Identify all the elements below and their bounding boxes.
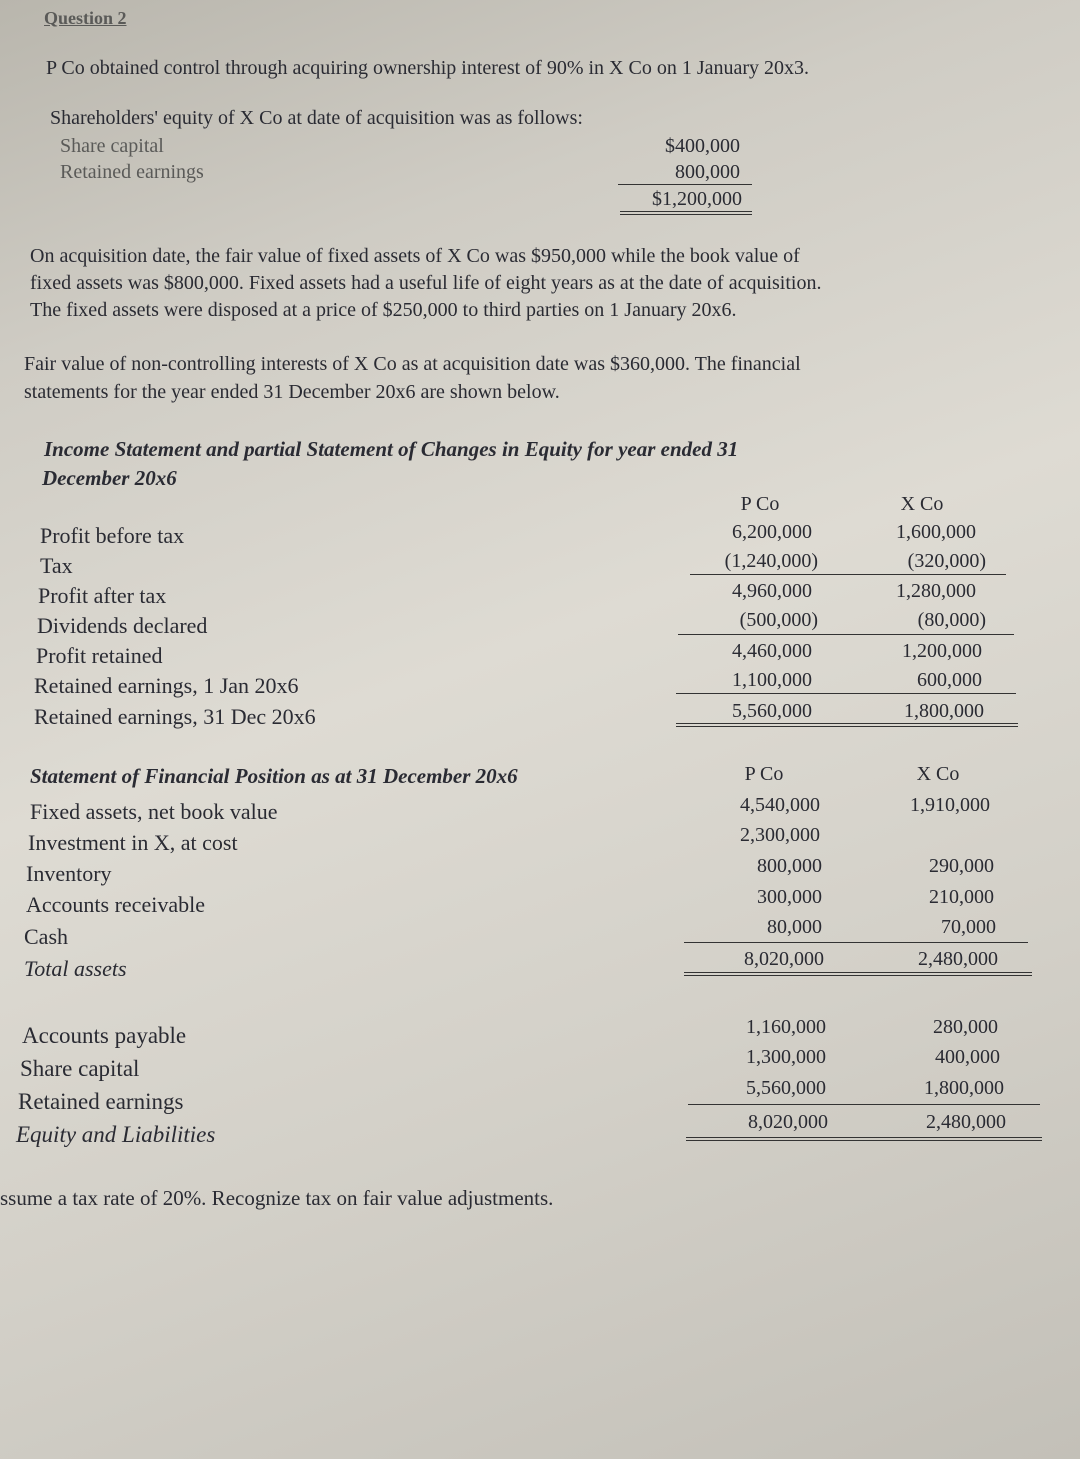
equity-label-share-capital: Share capital (60, 135, 164, 157)
income-col-x-header: X Co (900, 493, 944, 515)
paragraph-2-line-1: Fair value of non-controlling interests of X Co as at acquisition date was $360,000. The financial (24, 353, 801, 375)
income-x-row-3: 1,280,000 (896, 580, 976, 602)
fp-label-retained-earnings: Retained earnings (18, 1089, 184, 1114)
fp-x-accounts-payable: 280,000 (933, 1016, 998, 1038)
income-label-profit-before-tax: Profit before tax (40, 523, 185, 548)
income-p-row-7: 5,560,000 (732, 700, 812, 722)
fp-label-accounts-payable: Accounts payable (22, 1023, 187, 1048)
fp-col-x-header: X Co (916, 763, 960, 785)
fp-label-investment: Investment in X, at cost (28, 830, 238, 855)
income-label-dividends: Dividends declared (37, 613, 208, 638)
fp-label-fixed-assets: Fixed assets, net book value (30, 799, 278, 824)
footer-note: ssume a tax rate of 20%. Recognize tax on fair value adjustments. (0, 1186, 554, 1210)
paragraph-1-line-2: fixed assets was $800,000. Fixed assets had a useful life of eight years as at the date of acquisition. (30, 272, 822, 294)
intro-line: P Co obtained control through acquiring ownership interest of 90% in X Co on 1 January 20x3. (46, 57, 810, 79)
fp-label-receivables: Accounts receivable (26, 892, 205, 917)
equity-value-share-capital: $400,000 (665, 135, 740, 157)
income-p-row-5: 4,460,000 (732, 640, 812, 662)
income-p-row-1: 6,200,000 (732, 521, 812, 543)
income-p-row-3: 4,960,000 (732, 580, 812, 602)
question-title: Question 2 (44, 8, 127, 28)
income-col-p-header: P Co (740, 493, 780, 515)
income-x-row-2: (320,000) (907, 550, 986, 572)
fp-p-total-assets: 8,020,000 (744, 948, 824, 970)
equity-value-retained-earnings: 800,000 (675, 161, 740, 183)
income-rule-3 (676, 693, 1016, 694)
income-x-row-4: (80,000) (917, 609, 986, 631)
fp-p-cash: 80,000 (767, 916, 822, 938)
income-x-row-5: 1,200,000 (902, 640, 982, 662)
fp-x-fixed-assets: 1,910,000 (910, 794, 990, 816)
fp-x-cash: 70,000 (941, 916, 996, 938)
income-p-row-2: (1,240,000) (724, 550, 818, 572)
income-x-row-6: 600,000 (917, 669, 982, 691)
fp-x-equity-liabilities: 2,480,000 (926, 1111, 1006, 1133)
income-x-row-1: 1,600,000 (896, 521, 976, 543)
income-label-profit-retained: Profit retained (36, 643, 163, 668)
income-rule-total (676, 723, 1018, 727)
fp-x-retained-earnings: 1,800,000 (924, 1077, 1004, 1099)
fp-label-total-assets: Total assets (24, 956, 127, 981)
income-p-row-6: 1,100,000 (732, 669, 812, 691)
fp-assets-rule (684, 942, 1028, 943)
fp-liabilities-total-rule (686, 1137, 1042, 1141)
income-label-profit-after-tax: Profit after tax (38, 583, 167, 608)
equity-total: $1,200,000 (652, 188, 742, 210)
fp-label-inventory: Inventory (26, 861, 112, 886)
fp-label-equity-liabilities: Equity and Liabilities (16, 1122, 216, 1147)
fp-p-receivables: 300,000 (757, 886, 822, 908)
income-statement-title-line-2: December 20x6 (42, 466, 177, 490)
income-rule-2 (678, 634, 1014, 635)
equity-total-double-line (620, 211, 752, 215)
income-label-tax: Tax (40, 553, 73, 578)
fp-assets-total-rule (684, 972, 1032, 976)
income-statement-title-line-1: Income Statement and partial Statement of Changes in Equity for year ended 31 (44, 437, 739, 461)
income-rule-1 (690, 574, 1006, 575)
fp-x-inventory: 290,000 (929, 855, 994, 877)
paragraph-2-line-2: statements for the year ended 31 December 20x6 are shown below. (24, 381, 560, 403)
paragraph-1-line-3: The fixed assets were disposed at a price of $250,000 to third parties on 1 January 20x6. (30, 299, 737, 321)
fp-p-retained-earnings: 5,560,000 (746, 1077, 826, 1099)
fp-liabilities-rule (688, 1104, 1040, 1105)
fp-p-investment: 2,300,000 (740, 824, 820, 846)
fp-p-inventory: 800,000 (757, 855, 822, 877)
paragraph-1-line-1: On acquisition date, the fair value of fixed assets of X Co was $950,000 while the book value of (30, 245, 800, 267)
fp-x-share-capital: 400,000 (935, 1046, 1000, 1068)
financial-position-title: Statement of Financial Position as at 31 December 20x6 (30, 764, 518, 788)
fp-p-share-capital: 1,300,000 (746, 1046, 826, 1068)
income-x-row-7: 1,800,000 (904, 700, 984, 722)
fp-col-p-header: P Co (744, 763, 784, 785)
fp-label-cash: Cash (24, 924, 68, 949)
fp-p-accounts-payable: 1,160,000 (746, 1016, 826, 1038)
fp-p-equity-liabilities: 8,020,000 (748, 1111, 828, 1133)
equity-label-retained-earnings: Retained earnings (60, 161, 204, 183)
fp-x-receivables: 210,000 (929, 886, 994, 908)
income-label-re-opening: Retained earnings, 1 Jan 20x6 (34, 673, 299, 698)
fp-x-total-assets: 2,480,000 (918, 948, 998, 970)
fp-p-fixed-assets: 4,540,000 (740, 794, 820, 816)
income-p-row-4: (500,000) (739, 609, 818, 631)
equity-subtotal-line (618, 184, 752, 185)
income-label-re-closing: Retained earnings, 31 Dec 20x6 (34, 704, 316, 729)
fp-label-share-capital: Share capital (20, 1056, 140, 1081)
equity-heading: Shareholders' equity of X Co at date of acquisition was as follows: (50, 107, 583, 129)
